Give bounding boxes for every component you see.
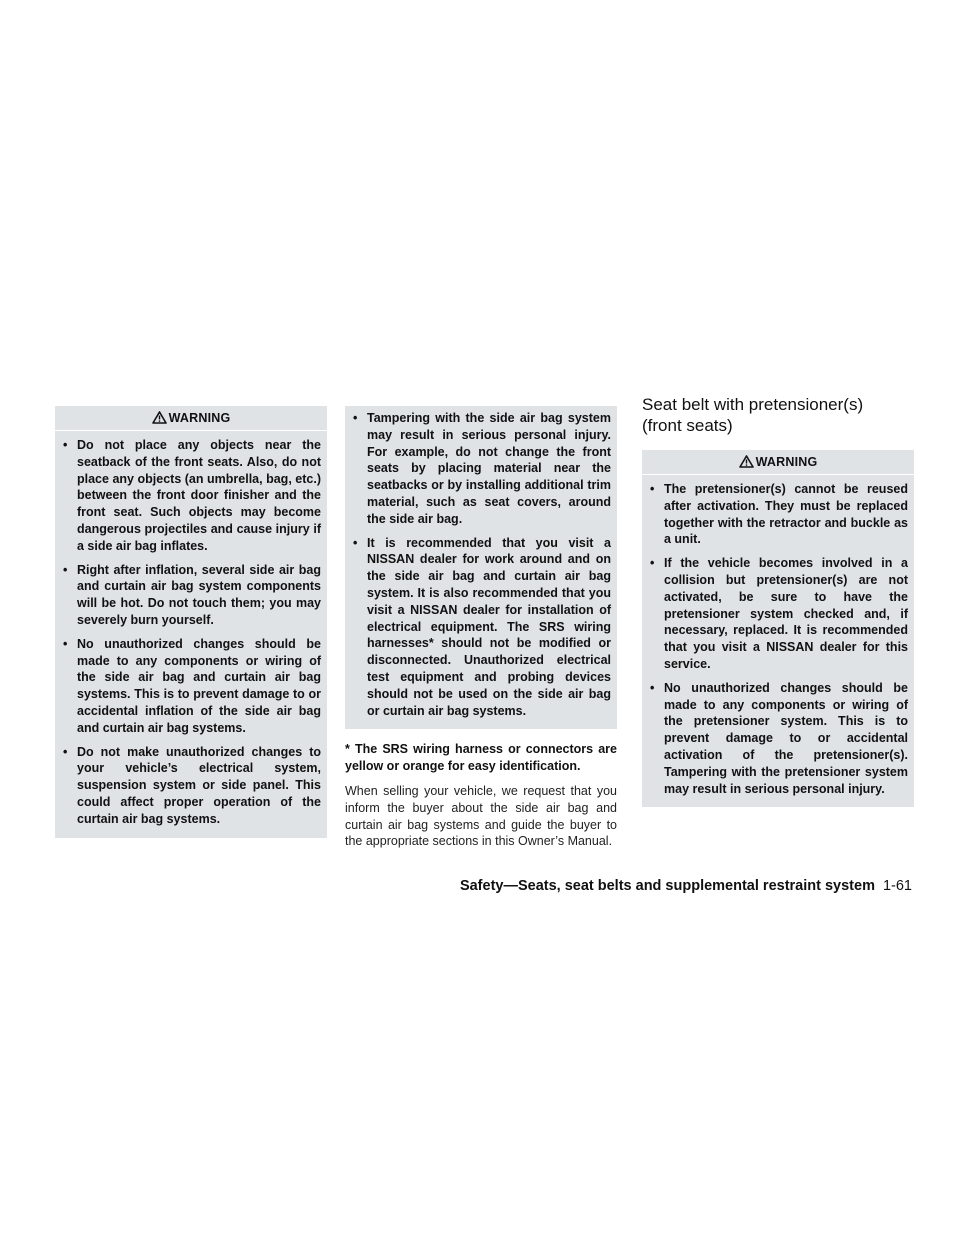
warning-label: WARNING [168,411,231,425]
warning-list [61,437,321,828]
section-title-line1: Seat belt with pretensioner(s) [642,395,864,414]
warning-header [642,450,914,475]
page-footer [460,878,912,894]
column-right [642,395,914,807]
warning-list [351,410,611,719]
list-item: • Right after inflation, several side air bag and curtain air bag system components will be hot. Do not touch them; you may severely burn yourself. [61,562,321,629]
warning-box-side-airbag [55,406,327,838]
column-middle [345,406,617,850]
list-item: • No unauthorized changes should be made to any components or wiring of the pretensioner system. This is to prevent damage to or accidental activation of the pretensioner(s). Tampering with the pretensioner system may result in serious personal injury. [648,680,908,798]
warning-label: WARNING [755,455,818,469]
footnote-srs-harness: * The SRS wiring harness or connectors are yellow or orange for easy identification. [345,742,617,774]
list-item: • The pretensioner(s) cannot be reused after activation. They must be replaced together with the retractor and buckle as a unit. [648,481,908,548]
list-item: • No unauthorized changes should be made to any components or wiring of the side air bag and curtain air bag systems. This is to prevent damage to or accidental inflation of the side air bag and curtain air bag systems. [61,636,321,737]
warning-box-continued [345,406,617,729]
list-item: • If the vehicle becomes involved in a collision but pretensioner(s) are not activated, be sure to have the pretensioner system checked and, if necessary, replaced. It is recommended that you visit a NISSAN dealer for this service. [648,555,908,673]
body-paragraph: When selling your vehicle, we request that you inform the buyer about the side air bag and curtain air bag systems and guide the buyer to the appropriate sections in this Owner’s Manual. [345,783,617,849]
list-item: • Tampering with the side air bag system may result in serious personal injury. For example, do not change the front seats by placing material near the seatbacks or by installing additional trim material, such as seat covers, around the side air bag. [351,410,611,528]
section-title-line2: (front seats) [642,416,733,435]
footer-section-title: Safety—Seats, seat belts and supplemental restraint system [459,878,875,894]
page-number: 1-61 [882,878,912,894]
warning-list [648,481,908,797]
warning-triangle-icon [152,411,167,424]
list-item: • It is recommended that you visit a NISSAN dealer for work around and on the side air bag and curtain air bag system. It is also recommended that you visit a NISSAN dealer for installation of electrical equipment. The SRS wiring harnesses* should not be modified or disconnected. Unauthorized electrical test equipment and probing devices should not be used on the side air bag or curtain air bag systems. [351,535,611,720]
list-item: • Do not place any objects near the seatback of the front seats. Also, do not place any objects (an umbrella, bag, etc.) between the front door finisher and the front seat. Such objects may become dangerous projectiles and cause injury if a side air bag inflates. [61,437,321,555]
warning-header [55,406,327,431]
list-item: • Do not make unauthorized changes to your vehicle’s electrical system, suspension system or side panel. This could affect proper operation of the curtain air bag systems. [61,744,321,828]
warning-triangle-icon [739,455,754,468]
warning-box-pretensioner [642,450,914,807]
section-title [642,394,914,436]
column-left [55,406,327,838]
